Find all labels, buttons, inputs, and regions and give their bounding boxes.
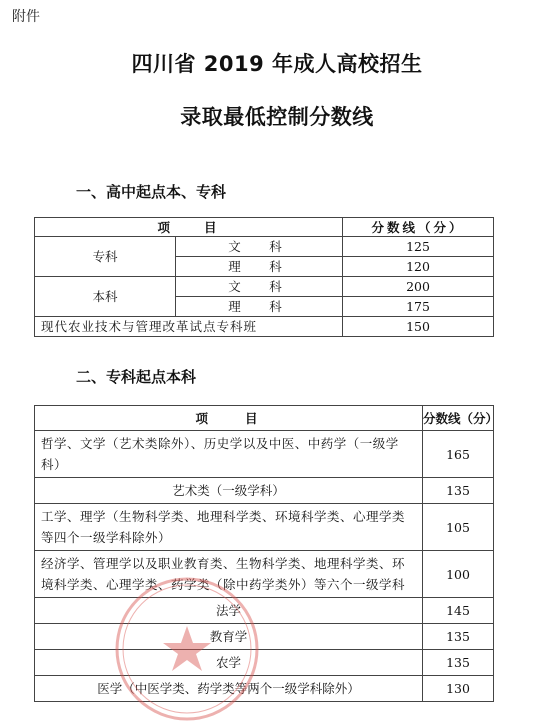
sub-label: 理 科 [176,297,343,317]
header-score: 分数线（分） [343,218,494,237]
special-row-label: 现代农业技术与管理改革试点专科班 [35,317,343,337]
score-cell: 135 [423,650,494,676]
score-cell: 135 [423,624,494,650]
section2-heading: 二、专科起点本科 [76,368,197,386]
table-college-start [34,405,499,702]
table-row [35,598,494,624]
item-cell: 法学 [35,598,423,624]
item-cell: 哲学、文学（艺术类除外）、历史学以及中医、中药学（一级学科） [35,431,423,478]
annex-label: 附件 [12,9,40,25]
item-cell: 经济学、管理学以及职业教育类、生物科学类、地理科学类、环境科学类、心理学类、药学类（除中药学类外）等六个一级学科 [35,551,423,598]
score-cell: 100 [423,551,494,598]
header-item: 项 目 [35,218,343,237]
score-cell: 125 [343,237,494,257]
table-row [35,504,494,551]
group-label: 专科 [35,237,176,277]
table-row [35,277,494,297]
table-row [35,431,494,478]
score-cell: 105 [423,504,494,551]
group-label: 本科 [35,277,176,317]
item-cell: 医学（中医学类、药学类等两个一级学科除外） [35,676,423,702]
sub-label: 文 科 [176,277,343,297]
table-row [35,237,494,257]
score-cell: 175 [343,297,494,317]
item-cell: 工学、理学（生物科学类、地理科学类、环境科学类、心理学类等四个一级学科除外） [35,504,423,551]
score-cell: 120 [343,257,494,277]
score-cell: 150 [343,317,494,337]
section1-heading: 一、高中起点本、专科 [76,183,227,201]
table-high-school-start [34,217,494,337]
table-row [35,676,494,702]
sub-label: 理 科 [176,257,343,277]
page-title-line2: 录取最低控制分数线 [180,105,374,129]
score-cell: 135 [423,478,494,504]
item-cell: 艺术类（一级学科） [35,478,423,504]
score-cell: 130 [423,676,494,702]
header-item: 项 目 [35,406,423,431]
table-row [35,650,494,676]
item-cell: 教育学 [35,624,423,650]
score-cell: 200 [343,277,494,297]
header-score: 分数线（分） [423,406,494,431]
table-header-row [35,406,494,431]
sub-label: 文 科 [176,237,343,257]
score-cell: 145 [423,598,494,624]
table-header-row [35,218,494,237]
table-row [35,478,494,504]
page-title-line1: 四川省 2019 年成人高校招生 [131,52,423,76]
table-row [35,551,494,598]
table-row [35,317,494,337]
score-cell: 165 [423,431,494,478]
table-row [35,624,494,650]
item-cell: 农学 [35,650,423,676]
